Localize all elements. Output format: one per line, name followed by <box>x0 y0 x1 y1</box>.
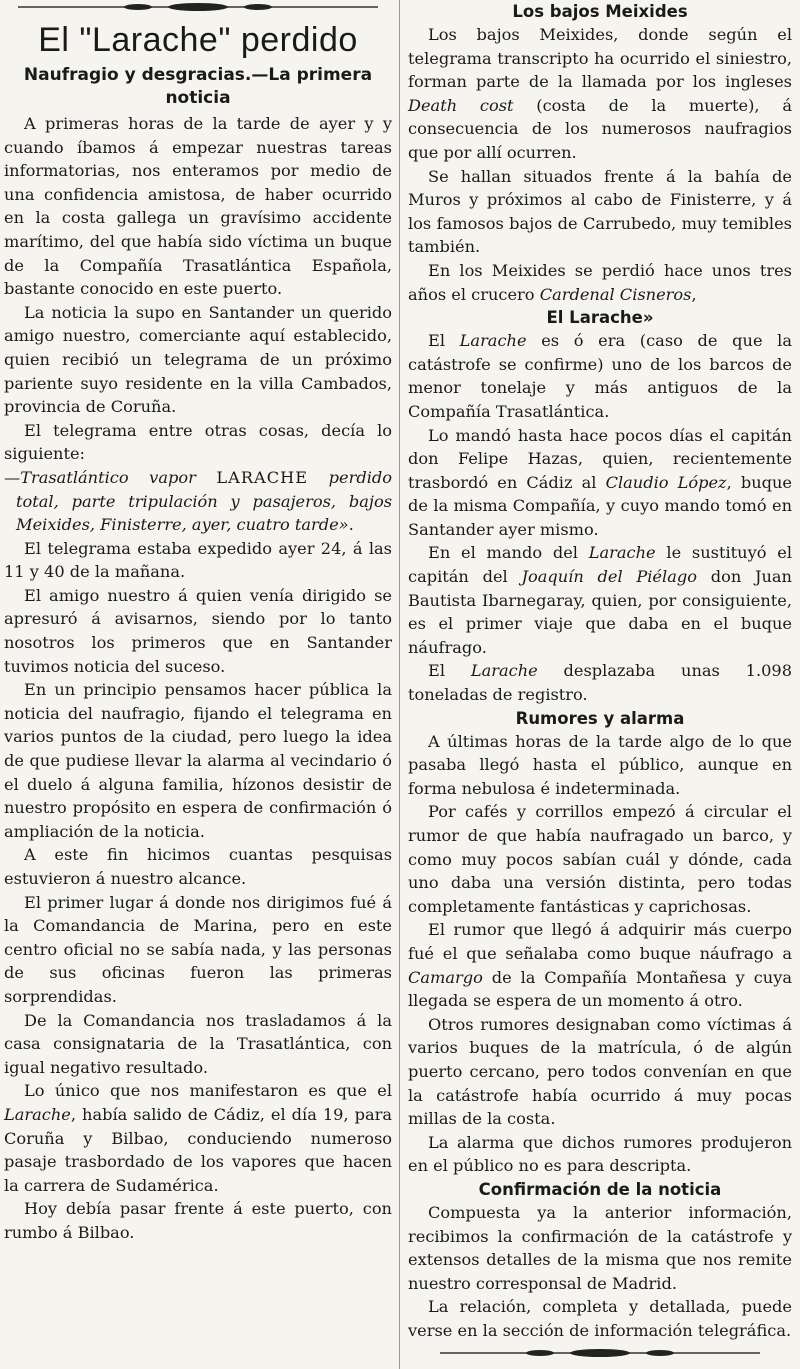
paragraph: Los bajos Meixides, donde según el telegrama transcripto ha ocurrido el siniestro, forman parte de la llamada por los ingleses Death cost (costa de la muerte), á consecuencia de los numerosos naufragios que por allí ocurren. <box>408 25 792 162</box>
article-deck: Naufragio y desgracias.—La primera noticia <box>23 65 373 108</box>
paragraph: Hoy debía pasar frente á este puerto, con rumbo á Bilbao. <box>4 1199 392 1242</box>
paragraph: A últimas horas de la tarde algo de lo que pasaba llegó hasta el público, aunque en forma nebulosa é indeterminada. <box>408 731 792 798</box>
paragraph: El rumor que llegó á adquirir más cuerpo fué el que señalaba como buque náufrago a Camargo de la Compañía Montañesa y cuya llegada se espera de un momento á otro. <box>408 920 792 1011</box>
paragraph: En el mando del Larache le sustituyó el capitán del Joaquín del Piélago don Juan Bautista Ibarnegaray, quien, por consiguiente, es el primer viaje que daba en el buque náufrago. <box>408 543 793 657</box>
right-column <box>408 0 792 1360</box>
bottom-ornament <box>408 1346 792 1360</box>
telegram-quote: —Trasatlántico vapor LARACHE perdido total, parte tripulación y pasajeros, bajos Meixides, Finisterre, ayer, cuatro tarde». <box>4 467 392 535</box>
paragraph: Por cafés y corrillos empezó á circular el rumor de que había naufragado un barco, y como muy pocos sabían cuál y dónde, cada uno daba una versión distinta, pero todas completamente fantásticas y caprichosas. <box>408 802 792 916</box>
section-heading: Los bajos Meixides <box>512 2 688 21</box>
paragraph: El telegrama entre otras cosas, decía lo siguiente: <box>4 420 392 464</box>
paragraph: En un principio pensamos hacer pública la noticia del naufragio, fijando el telegrama en varios puntos de la ciudad, pero luego la idea de que pudiese llevar la alarma al vecindario ó el duelo á alguna familia, hízonos desistir de nuestro propósito en espera de confirmación ó ampliación de la noticia. <box>4 680 392 841</box>
paragraph: En los Meixides se perdió hace unos tres años el crucero Cardenal Cisneros, <box>408 260 792 304</box>
paragraph: El telegrama estaba expedido ayer 24, á las 11 y 40 de la mañana. <box>4 538 392 582</box>
left-column <box>4 0 392 1245</box>
paragraph: El primer lugar á donde nos dirigimos fué á la Comandancia de Marina, pero en este centro oficial no se sabía nada, y las personas de sus oficinas fueron las primeras sorprendidas. <box>4 892 392 1006</box>
paragraph: De la Comandancia nos trasladamos á la casa consignataria de la Trasatlántica, con igual negativo resultado. <box>4 1010 392 1077</box>
paragraph: El Larache desplazaba unas 1.098 toneladas de registro. <box>408 661 793 705</box>
paragraph: El Larache es ó era (caso de que la catástrofe se confirme) uno de los barcos de menor tonelaje y más antiguos de la Compañía Trasatlántica. <box>408 331 793 421</box>
section-heading: Confirmación de la noticia <box>478 1179 722 1199</box>
paragraph: Lo mandó hasta hace pocos días el capitán don Felipe Hazas, quien, recientemente trasbordó en Cádiz al Claudio López, buque de la misma Compañía, y cuyo mando tomó en Santander ayer mismo. <box>408 425 792 539</box>
paragraph: La relación, completa y detallada, puede verse en la sección de información telegráfica. <box>408 1297 792 1340</box>
section-heading: Rumores y alarma <box>515 708 685 728</box>
paragraph: A este fin hicimos cuantas pesquisas estuvieron á nuestro alcance. <box>4 845 392 888</box>
paragraph: Se hallan situados frente á la bahía de Muros y próximos al cabo de Finisterre, y á los famosos bajos de Carrubedo, muy temibles también. <box>408 166 792 257</box>
paragraph: El amigo nuestro á quien venía dirigido se apresuró á avisarnos, siendo por lo tanto nosotros los primeros que en Santander tuvimos noticia del suceso. <box>4 585 392 676</box>
paragraph: Compuesta ya la anterior información, recibimos la confirmación de la catástrofe y extensos detalles de la misma que nos remite nuestro corresponsal de Madrid. <box>408 1202 792 1293</box>
column-rule <box>399 0 400 1369</box>
page-title: El "Larache" perdido <box>38 21 358 59</box>
top-ornament <box>4 0 392 14</box>
paragraph: La noticia la supo en Santander un querido amigo nuestro, comerciante aquí establecido, quien recibió un telegrama de un próximo pariente suyo residente en la villa Cambados, provincia de Coruña. <box>4 302 392 417</box>
paragraph: Otros rumores designaban como víctimas á varios buques de la matrícula, ó de algún puerto cercano, pero todos convenían en que la catástrofe había ocurrido á muy pocas millas de la costa. <box>408 1014 792 1129</box>
paragraph: La alarma que dichos rumores produjeron en el público no es para descripta. <box>408 1132 792 1176</box>
paragraph: A primeras horas de la tarde de ayer y y cuando íbamos á empezar nuestras tareas informatorias, nos enteramos por medio de una confidencia amistosa, de haber ocurrido en la costa gallega un gravísimo accidente marítimo, del que había sido víctima un buque de la Compañía Trasatlántica Española, bastante conocido en este puerto. <box>4 114 392 299</box>
section-heading: El Larache» <box>546 308 654 328</box>
paragraph: Lo único que nos manifestaron es que el Larache, había salido de Cádiz, el día 19, para Coruña y Bilbao, conduciendo numeroso pasaje trasbordado de los vapores que hacen la carrera de Sudamérica. <box>4 1081 392 1195</box>
